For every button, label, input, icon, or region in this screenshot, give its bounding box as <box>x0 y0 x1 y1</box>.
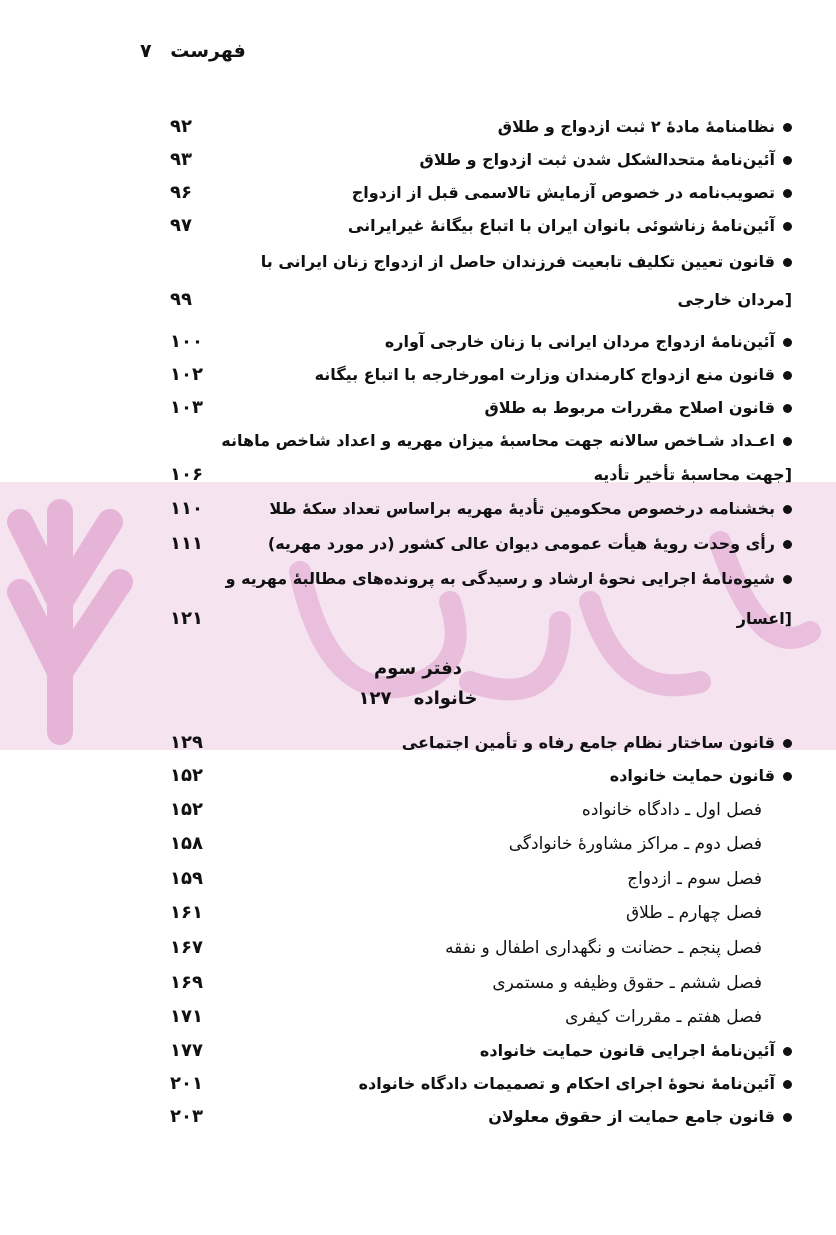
toc-entry[interactable] <box>170 176 792 210</box>
bullet-icon <box>783 258 792 267</box>
section-heading <box>0 654 836 714</box>
toc-entry[interactable] <box>170 143 792 177</box>
bullet-icon <box>783 123 792 132</box>
toc-entry-label <box>420 143 792 177</box>
toc-entry-label <box>261 245 792 279</box>
bullet-icon <box>783 540 792 549</box>
toc-entry-page-number: ۱۰۶ <box>170 464 203 485</box>
toc-entry[interactable] <box>170 358 792 392</box>
toc-entry-label <box>268 527 792 561</box>
toc-entry-label <box>498 110 792 144</box>
bullet-icon <box>783 1113 792 1122</box>
toc-entry-page-number: ۹۷ <box>170 215 192 236</box>
toc-entry-label <box>480 1034 792 1068</box>
toc-entry[interactable] <box>170 562 792 596</box>
toc-entry-page-number: ۹۶ <box>170 182 192 203</box>
toc-entry-title: قانون حمایت خانواده <box>609 766 775 785</box>
section-subtitle: خانواده <box>413 688 478 709</box>
toc-entry[interactable] <box>170 759 792 793</box>
toc-entry[interactable] <box>170 1034 792 1068</box>
toc-entry-label <box>488 1100 792 1134</box>
toc-entry-title: قانون اصلاح مقررات مربوط به طلاق <box>484 398 775 417</box>
toc-entry[interactable] <box>170 424 792 458</box>
toc-entry-title: نظامنامهٔ مادهٔ ۲ ثبت ازدواج و طلاق <box>497 117 775 136</box>
toc-entry-label <box>352 176 792 210</box>
toc-entry-title: آئین‌نامهٔ زناشوئی بانوان ایران با اتباع بیگانهٔ غیرایرانی <box>347 216 775 235</box>
toc-entry-page-number: ۱۵۸ <box>170 833 203 854</box>
toc-entry[interactable] <box>170 245 792 279</box>
toc-entry-title: آئین‌نامهٔ اجرایی قانون حمایت خانواده <box>479 1041 775 1060</box>
bullet-icon <box>783 739 792 748</box>
toc-entry-page-number: ۱۵۲ <box>170 765 203 786</box>
toc-entry-label <box>484 391 792 425</box>
bullet-icon <box>783 1080 792 1089</box>
toc-entry[interactable] <box>170 827 792 861</box>
toc-entry-title: فصل دوم ـ مراکز مشاورهٔ خانوادگی <box>508 834 762 854</box>
toc-entry-label <box>359 1067 792 1101</box>
toc-entry[interactable] <box>170 458 792 492</box>
toc-entry-label <box>402 726 792 760</box>
toc-entry-title: تصویب‌نامه در خصوص آزمایش تالاسمی قبل از ازدواج <box>351 183 775 202</box>
toc-entry-page-number: ۱۱۰ <box>170 498 203 519</box>
toc-entry[interactable] <box>170 1000 792 1034</box>
toc-entry-label <box>348 209 792 243</box>
toc-entry-title: فصل اول ـ دادگاه خانواده <box>581 800 762 820</box>
toc-entry-label <box>221 424 792 458</box>
toc-entry[interactable] <box>170 931 792 965</box>
toc-entry[interactable] <box>170 862 792 896</box>
toc-entry[interactable] <box>170 793 792 827</box>
toc-entry[interactable] <box>170 110 792 144</box>
toc-entry-title: [جهت محاسبهٔ تأخیر تأدیه <box>593 465 792 484</box>
toc-entry-page-number: ۹۳ <box>170 149 192 170</box>
toc-entry[interactable] <box>170 325 792 359</box>
toc-entry-title: آئین‌نامهٔ ازدواج مردان ایرانی با زنان خارجی آواره <box>384 332 775 351</box>
bullet-icon <box>783 772 792 781</box>
toc-entry[interactable] <box>170 602 792 636</box>
header-page-number: ۷ <box>140 40 152 62</box>
bullet-icon <box>783 338 792 347</box>
toc-entry-title: آئین‌نامهٔ نحوهٔ اجرای احکام و تصمیمات دادگاه خانواده <box>358 1074 775 1093</box>
toc-entry-title: شیوه‌نامهٔ اجرایی نحوهٔ ارشاد و رسیدگی به پرونده‌های مطالبهٔ مهریه و <box>225 569 775 588</box>
toc-entry-page-number: ۱۰۰ <box>170 331 203 352</box>
toc-entry-page-number: ۱۵۹ <box>170 868 203 889</box>
toc-entry[interactable] <box>170 726 792 760</box>
toc-entry[interactable] <box>170 527 792 561</box>
toc-entry-page-number: ۱۰۲ <box>170 364 203 385</box>
bullet-icon <box>783 156 792 165</box>
toc-entry-title: فصل سوم ـ ازدواج <box>627 869 762 889</box>
toc-entry[interactable] <box>170 1100 792 1134</box>
toc-entry[interactable] <box>170 209 792 243</box>
toc-entry[interactable] <box>170 966 792 1000</box>
toc-entry-title: رأی وحدت رویهٔ هیأت عمومی دیوان عالی کشور (در مورد مهریه) <box>267 534 775 553</box>
bullet-icon <box>783 371 792 380</box>
toc-entry-page-number: ۹۲ <box>170 116 192 137</box>
toc-entry-title: قانون منع ازدواج کارمندان وزارت امورخارجه با اتباع بیگانه <box>314 365 775 384</box>
toc-entry[interactable] <box>170 391 792 425</box>
section-title: دفتر سوم <box>373 658 462 679</box>
toc-entry-page-number: ۱۰۳ <box>170 397 203 418</box>
bullet-icon <box>783 437 792 446</box>
toc-entry-title: قانون تعیین تکلیف تابعیت فرزندان حاصل از ازدواج زنان ایرانی با <box>260 252 775 271</box>
toc-entry-title: فصل پنجم ـ حضانت و نگهداری اطفال و نفقه <box>445 938 762 958</box>
section-page-number: ۱۲۷ <box>358 688 392 709</box>
bullet-icon <box>783 189 792 198</box>
toc-entry-page-number: ۱۶۷ <box>170 937 203 958</box>
header-title: فهرست <box>170 40 246 62</box>
toc-entry-page-number: ۱۵۲ <box>170 799 203 820</box>
toc-entry-title: فصل چهارم ـ طلاق <box>625 903 762 923</box>
toc-entry-title: بخشنامه درخصوص محکومین تأدیهٔ مهریه براساس تعداد سکهٔ طلا <box>269 499 775 518</box>
toc-entry-label <box>315 358 792 392</box>
toc-entry-page-number: ۱۷۱ <box>170 1006 203 1027</box>
toc-entry-title: آئین‌نامهٔ متحدالشکل شدن ثبت ازدواج و طلاق <box>419 150 775 169</box>
toc-entry-page-number: ۱۶۹ <box>170 972 203 993</box>
toc-entry-label <box>269 492 792 526</box>
toc-entry[interactable] <box>170 1067 792 1101</box>
toc-entry-label <box>610 759 792 793</box>
bullet-icon <box>783 575 792 584</box>
bullet-icon <box>783 505 792 514</box>
toc-entry-title: فصل ششم ـ حقوق وظیفه و مستمری <box>492 973 762 993</box>
toc-entry-label <box>385 325 792 359</box>
toc-entry[interactable] <box>170 492 792 526</box>
toc-entry-page-number: ۲۰۱ <box>170 1073 203 1094</box>
toc-entry-title: قانون ساختار نظام جامع رفاه و تأمین اجتماعی <box>401 733 775 752</box>
toc-entry-title: [اعسار <box>736 609 792 628</box>
toc-entry-page-number: ۱۶۱ <box>170 902 203 923</box>
toc-entry[interactable] <box>170 896 792 930</box>
toc-entry-title: [مردان خارجی <box>677 290 792 309</box>
bullet-icon <box>783 222 792 231</box>
bullet-icon <box>783 404 792 413</box>
page-header <box>140 40 246 62</box>
toc-entry-page-number: ۲۰۳ <box>170 1106 203 1127</box>
toc-entry-page-number: ۱۲۱ <box>170 608 203 629</box>
toc-entry-title: اعـداد شـاخص سالانه جهت محاسبهٔ میزان مهریه و اعداد شاخص ماهانه <box>221 431 775 450</box>
bullet-icon <box>783 1047 792 1056</box>
toc-entry-page-number: ۱۷۷ <box>170 1040 203 1061</box>
toc-entry[interactable] <box>170 283 792 317</box>
toc-entry-page-number: ۱۲۹ <box>170 732 203 753</box>
toc-entry-label <box>226 562 792 596</box>
toc-entry-title: فصل هفتم ـ مقررات کیفری <box>565 1007 762 1027</box>
toc-entry-title: قانون جامع حمایت از حقوق معلولان <box>488 1107 775 1126</box>
toc-entry-page-number: ۹۹ <box>170 289 192 310</box>
toc-entry-page-number: ۱۱۱ <box>170 533 203 554</box>
